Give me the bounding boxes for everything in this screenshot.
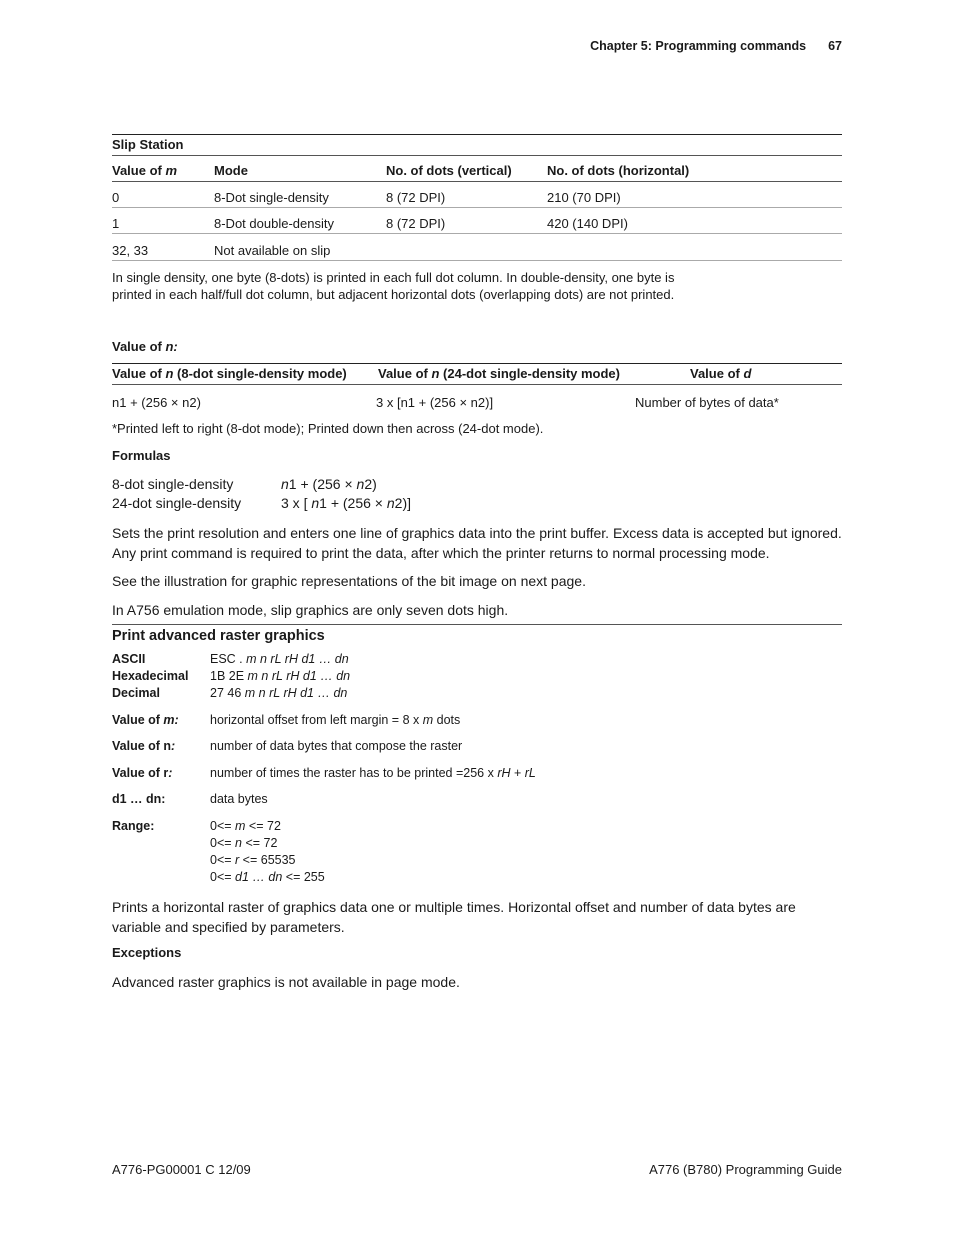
param-m-label: Value of m: — [112, 713, 179, 727]
column-header-24dot: Value of n (24-dot single-density mode) — [378, 366, 620, 381]
table-cell: 8-Dot double-density — [214, 216, 334, 231]
table-cell: 1 — [112, 216, 120, 231]
page-number: 67 — [828, 39, 842, 53]
column-header-m: Value of m — [112, 163, 178, 178]
density-note: In single density, one byte (8-dots) is printed in each full dot column. In double-density, one byte is printed in each half/full dot column, but adjacent horizontal dots (overlapping dots) are not printed. — [112, 270, 675, 302]
formula-expression: 3 x [ n1 + (256 × n2)] — [281, 495, 412, 511]
decimal-value: 27 46 m n rL rH d1 … dn — [210, 686, 348, 700]
body-paragraph: Sets the print resolution and enters one line of graphics data into the print buffer. Excess data is accepted but ignored. Any print command is required to print the data, after which the printer returns to normal processing mode. — [112, 525, 842, 561]
column-header-mode: Mode — [214, 163, 248, 178]
table-rule — [112, 233, 842, 234]
param-r-description: number of times the raster has to be printed =256 x rH + rL — [210, 766, 536, 780]
table-rule — [112, 155, 842, 156]
body-paragraph: In A756 emulation mode, slip graphics are only seven dots high. — [112, 602, 509, 618]
table-rule — [112, 384, 842, 385]
param-n-description: number of data bytes that compose the raster — [210, 739, 463, 753]
table-cell: n1 + (256 × n2) — [112, 395, 201, 410]
chapter-title: Chapter 5: Programming commands — [590, 39, 807, 53]
footer-guide-title: A776 (B780) Programming Guide — [649, 1162, 842, 1177]
table-top-rule — [112, 363, 842, 364]
table-rule — [112, 260, 842, 261]
range-values — [210, 818, 325, 886]
table-cell: 420 (140 DPI) — [547, 216, 628, 231]
decimal-label: Decimal — [112, 686, 160, 700]
table-title: Slip Station — [112, 137, 184, 152]
ascii-label: ASCII — [112, 652, 146, 666]
table-cell: 8 (72 DPI) — [386, 190, 446, 205]
param-d-description: data bytes — [210, 792, 268, 806]
table-cell: 210 (70 DPI) — [547, 190, 621, 205]
table-cell: Not available on slip — [214, 243, 331, 258]
range-label: Range: — [112, 819, 155, 833]
column-header-horizontal: No. of dots (horizontal) — [547, 163, 690, 178]
footnote: *Printed left to right (8-dot mode); Printed down then across (24-dot mode). — [112, 421, 544, 436]
running-header — [590, 39, 842, 53]
table-cell: 8-Dot single-density — [214, 190, 329, 205]
param-d-label: d1 … dn: — [112, 792, 166, 806]
param-m-description: horizontal offset from left margin = 8 x m dots — [210, 713, 461, 727]
table-cell: 3 x [n1 + (256 × n2)] — [376, 395, 494, 410]
column-header-vertical: No. of dots (vertical) — [386, 163, 512, 178]
table-cell: 8 (72 DPI) — [386, 216, 446, 231]
body-paragraph: See the illustration for graphic representations of the bit image on next page. — [112, 573, 586, 589]
exceptions-title: Exceptions — [112, 945, 182, 960]
section-title: Value of n: — [112, 339, 178, 354]
table-top-rule — [112, 134, 842, 135]
column-header-8dot: Value of n (8-dot single-density mode) — [112, 366, 347, 381]
formula-label: 24-dot single-density — [112, 495, 242, 511]
range-n: 0<= n <= 72 — [210, 836, 278, 850]
column-header-d: Value of d — [690, 366, 752, 381]
formula-expression: n1 + (256 × n2) — [281, 476, 377, 492]
table-rule — [112, 207, 842, 208]
hex-label: Hexadecimal — [112, 669, 189, 683]
table-rule — [112, 181, 842, 182]
section-title: Formulas — [112, 448, 171, 463]
exceptions-text: Advanced raster graphics is not available in page mode. — [112, 974, 460, 990]
hex-value: 1B 2E m n rL rH d1 … dn — [210, 669, 351, 683]
table-cell: Number of bytes of data* — [635, 395, 779, 410]
range-d: 0<= d1 … dn <= 255 — [210, 870, 325, 884]
table-cell: 0 — [112, 190, 120, 205]
footer-document-id: A776-PG00001 C 12/09 — [112, 1162, 251, 1177]
range-r: 0<= r <= 65535 — [210, 853, 296, 867]
table-cell: 32, 33 — [112, 243, 149, 258]
param-r-label: Value of r: — [112, 766, 173, 780]
ascii-value: ESC . m n rL rH d1 … dn — [210, 652, 349, 666]
command-title: Print advanced raster graphics — [112, 628, 325, 644]
command-description: Prints a horizontal raster of graphics data one or multiple times. Horizontal offset and number of data bytes are variable and specified by parameters. — [112, 899, 796, 935]
range-m: 0<= m <= 72 — [210, 819, 281, 833]
param-n-label: Value of n: — [112, 739, 176, 753]
formula-label: 8-dot single-density — [112, 476, 234, 492]
section-rule — [112, 624, 842, 625]
